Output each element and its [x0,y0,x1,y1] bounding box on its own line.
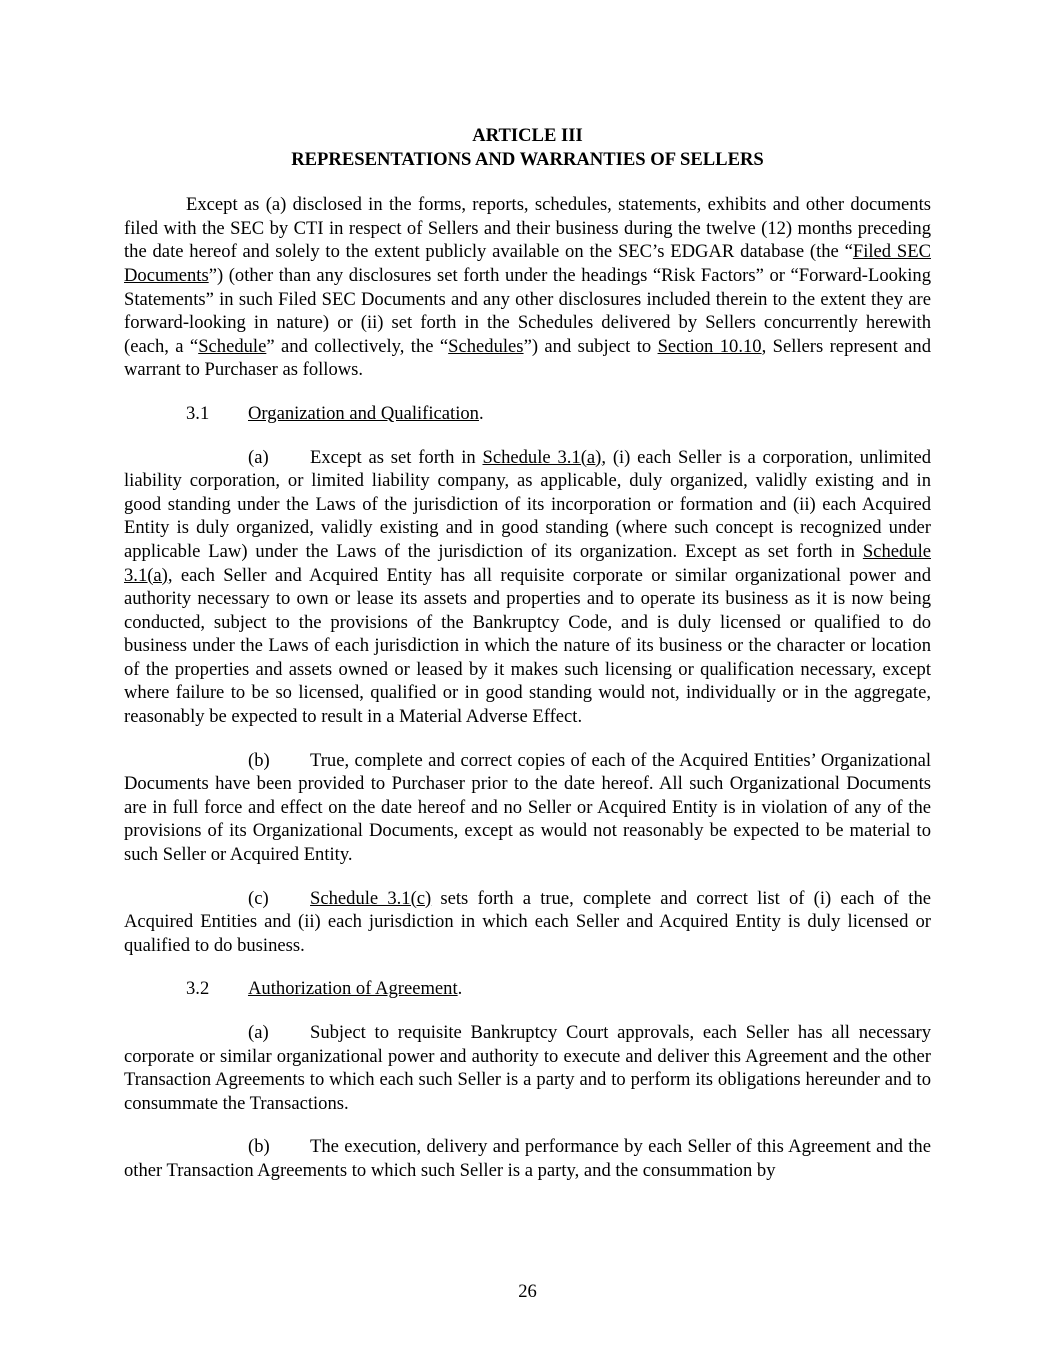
clause-3-1-c [124,887,931,958]
section-reference: Section 10.10 [657,335,762,357]
document-page [124,124,931,1203]
clause-text: Subject to requisite Bankruptcy Court approvals, each Seller has all necessary corporate or similar organizational power and authority to execute and deliver this Agreement and the other Transaction Agreements to which each such Seller is a party and to perform its obligations hereunder and to consummate the Transactions. [124,1022,931,1114]
section-title: Authorization of Agreement [248,978,458,1000]
intro-paragraph [124,193,931,382]
defined-term-schedules: Schedules [448,335,524,357]
section-number: 3.2 [186,978,210,1000]
clause-label: (b) [248,1136,270,1158]
defined-term-schedule: Schedule [198,335,267,357]
article-number: ARTICLE III [472,125,583,146]
clause-text: sets forth a true, complete and correct list of (i) each of the Acquired Entities and (ii) each jurisdiction in which each Seller and Acquired Entity is duly licensed or qualified to do business. [124,887,931,956]
section-heading-3-1: 3.1 Organization and Qualification. [186,402,484,424]
clause-text: , (i) each Seller is a corporation, unlimited liability corporation, or limited liability company, as applicable, duly organized, validly existing and in good standing under the Laws of the jurisdiction of its incorporation or formation and (ii) each Acquired Entity is duly organized, validly existing and in good standing (where such concept is recognized under applicable Law) under the Laws of the jurisdiction of its organization. Except as set forth in [124,446,931,562]
clause-3-1-a [124,446,931,729]
intro-text: ”) (other than any disclosures set forth under the headings “Risk Factors” or “Forward-Looking Statements” in such Filed SEC Documents and any other disclosures included therein to the extent they are forward-looking in nature) or (ii) set forth in the Schedules delivered by Sellers concurrently herewith (each, a “ [124,264,931,357]
section-heading-3-2: 3.2 Authorization of Agreement. [186,978,463,1000]
schedule-reference: Schedule 3.1(c) [310,887,432,909]
clause-3-2-b [124,1135,931,1182]
section-title: Organization and Qualification [248,402,479,424]
clause-text: The execution, delivery and performance by each Seller of this Agreement and the other Transaction Agreements to which such Seller is a party, and the consummation by [124,1136,931,1181]
intro-text: ”) and subject to [523,335,658,357]
clause-3-1-b [124,749,931,867]
schedule-reference: Schedule 3.1(a) [124,540,931,586]
intro-text: , Sellers represent and warrant to Purchaser as follows. [124,335,931,381]
intro-text: Except as (a) disclosed in the forms, reports, schedules, statements, exhibits and other documents filed with the SEC by CTI in respect of Sellers and their business during the twelve (12) months preceding the date hereof and solely to the extent publicly available on the SEC’s EDGAR database (the “ [124,194,931,263]
clause-label: (c) [248,887,269,909]
schedule-reference: Schedule 3.1(a) [482,446,602,468]
clause-3-2-a [124,1021,931,1115]
section-number: 3.1 [186,402,210,424]
clause-text: True, complete and correct copies of each of the Acquired Entities’ Organizational Documents have been provided to Purchaser prior to the date hereof. All such Organizational Documents are in full force and effect on the date hereof and no Seller or Acquired Entity is in violation of any of the provisions of its Organizational Documents, except as would not reasonably be expected to be material to such Seller or Acquired Entity. [124,749,931,866]
defined-term-filed-sec-documents: Filed SEC Documents [124,241,931,286]
clause-label: (b) [248,749,270,771]
intro-text: ” and collectively, the “ [266,335,449,357]
page-number: 26 [518,1281,537,1302]
clause-label: (a) [248,446,269,468]
clause-text: , each Seller and Acquired Entity has all requisite corporate or similar organizational power and authority necessary to own or lease its assets and properties and to operate its business as it is now being conducted, subject to the provisions of the Bankruptcy Code, and is duly licensed or qualified to do business under the Laws of each jurisdiction in which the nature of its business or the character or location of the properties and assets owned or leased by it makes such licensing or qualification necessary, except where failure to be so licensed, qualified or in good standing would not, individually or in the aggregate, reasonably be expected to result in a Material Adverse Effect. [124,564,931,728]
clause-text: Except as set forth in [310,446,483,468]
clause-label: (a) [248,1022,269,1043]
article-title: REPRESENTATIONS AND WARRANTIES OF SELLERS [291,148,764,170]
